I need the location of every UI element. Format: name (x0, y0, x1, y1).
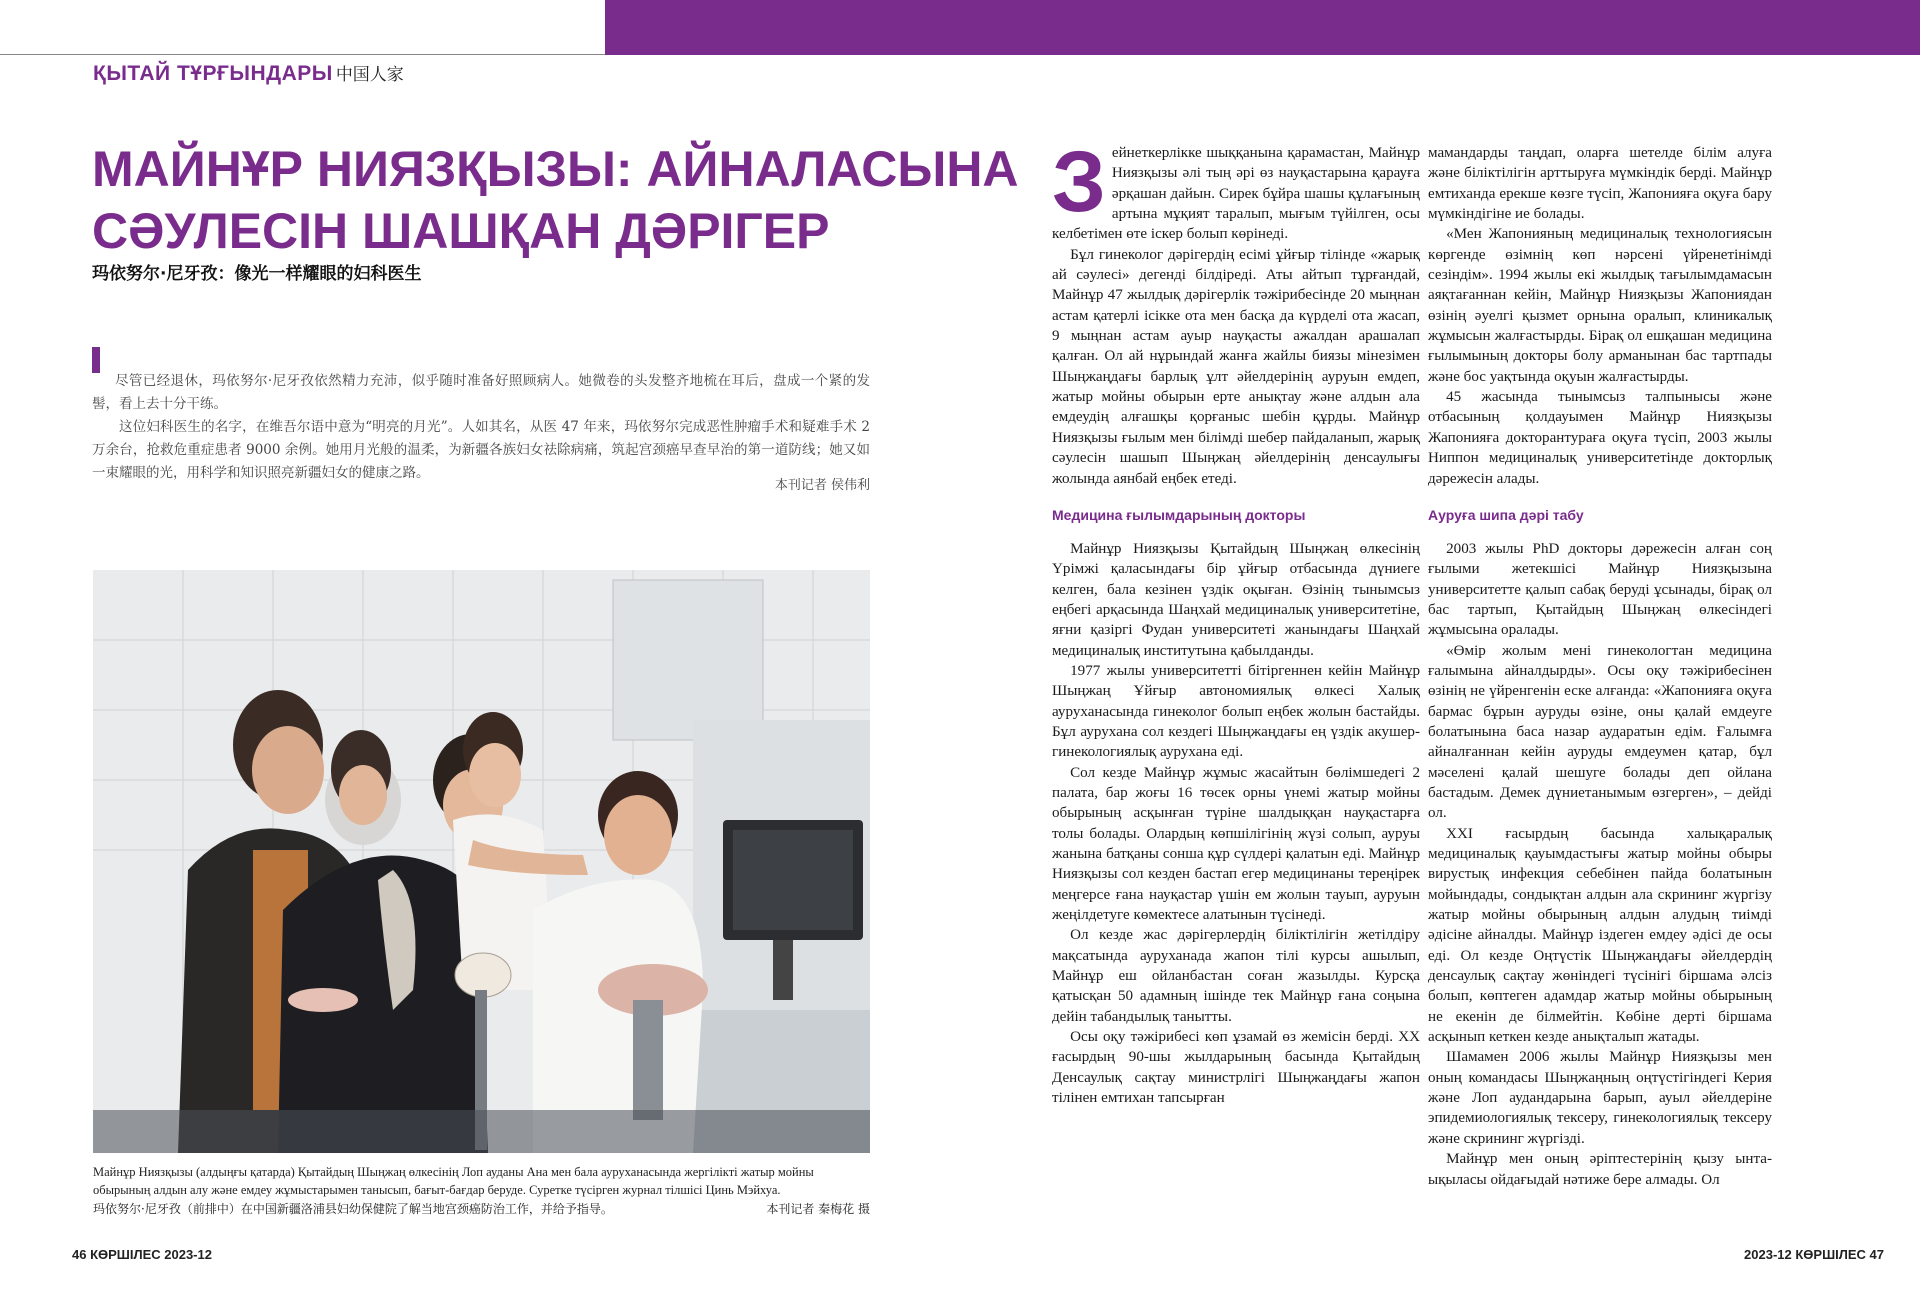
photo-caption-zh-text: 玛依努尔·尼牙孜（前排中）在中国新疆洛浦县妇幼保健院了解当地宫颈癌防治工作，并给予指导。 (93, 1202, 613, 1216)
intro-summary-zh (92, 370, 870, 485)
article-paragraph: «Мен Жапонияның медициналық технологиясын көргенде өзімнің көп нәрсені үйренетінімді сезіндім». 1994 жылы екі жылдық тағылымдамасын аяқтағаннан кейін, Майнұр Ниязқызы Жапониядан өзінің әуелгі қызмет орнына оралып, клиникалық жұмысын жалғастырды. Бірақ ол ешқашан медицина ғылымының докторы болу арманынан бас тартпады және бос уақтында оқуын жалғастырды. (1428, 226, 1772, 385)
article-paragraph: 45 жасында тынымсыз талпынысы және отбасының қолдауымен Майнұр Ниязқызы Жапонияға докторантураға оқуға түсіп, 2003 жылы Ниппон медициналық университетінде докторлық дәрежесін алады. (1428, 389, 1772, 487)
section-heading (93, 60, 404, 86)
article-paragraph: Майнұр мен оның әріптестерінің қызу ынта-ықыласы ойдағыдай нәтиже бере алмады. Ол (1428, 1151, 1772, 1188)
header-rule (0, 54, 605, 55)
article-column-2 (1428, 143, 1772, 1190)
article-headline (92, 138, 1019, 262)
section-title: ҚЫТАЙ ТҰРҒЫНДАРЫ (93, 62, 333, 85)
article-paragraph: Осы оқу тәжірибесі көп ұзамай өз жемісін берді. XX ғасырдың 90-шы жылдарының басында Қытайдың Денсаулық сақтау министрлігі Шыңжаңдағы жапон тілінен емтихан тапсырған (1052, 1029, 1420, 1107)
article-paragraph: Сол кезде Майнұр жұмыс жасайтын бөлімшедегі 2 палата, бар жоғы 16 төсек орны үнемі жатыр мойны обырының асқынған түріне шалдыққан науқастарға толы болады. Олардың көпшілігінің жүзі солып, ауруы жанына батқаны соншa құр сүлдері қалатын еді. Майнұр Ниязқызы сол кезден бастап егер медицинаны тереңірек меңгерсе ғана науқастар үшін ем жолын тауып, ауруын жеңілдетуге көмектесе алатынын түсінеді. (1052, 764, 1420, 924)
article-paragraph: Майнұр Ниязқызы Қытайдың Шыңжаң өлкесінің Үрімжі қаласындағы бір ұйғыр отбасында дүниеге келген, бала кезінен үздік оқыған. Өзінің тынымсыз еңбегі арқасында Шаңхай медициналық университетіне, яғни қазіргі Фудан университеті жанындағы Шаңхай медициналық институтына қабылданды. (1052, 540, 1420, 659)
header-color-bar (605, 0, 1920, 55)
footer-left-folio: 46 КӨРШІЛЕС 2023-12 (72, 1247, 212, 1262)
article-subheadline-zh: 玛依努尔·尼牙孜：像光一样耀眼的妇科医生 (92, 264, 422, 284)
article-subheading: Ауруға шипа дәрі табу (1428, 506, 1584, 523)
intro-paragraph: 尽管已经退休，玛依努尔·尼牙孜依然精力充沛，似乎随时准备好照顾病人。她微卷的头发整齐地梳在耳后，盘成一个紧的发髻，看上去十分干练。 (92, 373, 870, 412)
section-title-zh: 中国人家 (335, 65, 404, 85)
photo-caption-zh (93, 1200, 870, 1217)
drop-cap: З (1052, 134, 1106, 230)
intro-byline: 本刊记者 侯伟利 (774, 478, 870, 493)
article-photo (93, 570, 870, 1153)
article-column-1 (1052, 134, 1420, 1108)
article-paragraph: Ол кезде жас дәрігерлердің біліктілігін жетілдіру мақсатында ауруханада жапон тілі курсы ашылып, Майнұр еш ойланбастан соған жазылды. Курсқа қатысқан 50 адамның ішінде тек Майнұр ғана соңына дейін табандылық танытты. (1052, 927, 1420, 1025)
article-paragraph: 2003 жылы PhD докторы дәрежесін алған соң ғылыми жетекшісі Майнұр Ниязқызына университетте қалып сабақ беруді ұсынады, бірақ ол бас тартып, Қытайдың Шыңжаң өлкесіндегі жұмысына оралады. (1428, 540, 1772, 639)
article-paragraph: «Өмір жолым мені гинекологтан медицина ғалымына айналдырды». Осы оқу тәжірибесінен өзінің не үйренгенін еске алғанда: «Жапонияға оқуға бармас бұрын ауруды өзіне, оны қалай емдеуге болатынына баса назар аударатын едім. Ғалымға айналғаннан кейін ауруды емдеумен қатар, бұл мәселені қалай шешуге болады деп ойлана бастадым. Демек дүниетанымым өзгерген», – дейді ол. (1428, 642, 1772, 822)
article-subheading: Медицина ғылымдарының докторы (1052, 506, 1306, 523)
intro-paragraph: 这位妇科医生的名字，在维吾尔语中意为“明亮的月光”。人如其名，从医 47 年来，玛依努尔完成恶性肿瘤手术和疑难手术 2 万余台，抢救危重症患者 9000 余例。她用月光般的温柔，为新疆各族妇女祛除病痛，筑起宫颈癌早查早治的第一道防线；她又如一束耀眼的光，用科学和知识照亮新疆妇女的健康之路。 (92, 419, 870, 481)
article-paragraph-text: ейнеткерлікке шыққанына қарамастан, Майнұр Ниязқызы әлі тың әрі өз науқастарына қарауға әрқашан дайын. Сирек бұйра шашы құлағының артына мұқият таралып, мығым түйілген, осы келбетімен өте іскер болып көрінеді. (1052, 145, 1420, 243)
article-paragraph (1052, 134, 1420, 245)
photo-caption-kz: Майнұр Ниязқызы (алдыңғы қатарда) Қытайдың Шыңжаң өлкесінің Лоп ауданы Ана мен бала ауруханасында жергілікті жатыр мойны обырының алдын алу және емдеу жұмыстарымен танысып, бағыт-бағдар беруде. Суретке түсірген журнал тілшісі Цинь Мэйхуа. (93, 1165, 814, 1197)
article-paragraph: 1977 жылы университетті бітіргеннен кейін Майнұр Шыңжаң Ұйғыр автономиялық өлкесі Халық ауруханасында гинеколог болып еңбек жолын бастайды. Бұл аурухана сол кездегі Шыңжаңдағы ең үздік акушер-гинекологиялық аурухана еді. (1052, 662, 1420, 761)
article-paragraph: Бұл гинеколог дәрігердің есімі ұйғыр тілінде «жарық ай сәулесі» дегенді білдіреді. Аты айтып тұрғандай, Майнұр 47 жылдық дәрігерлік тәжірибесінде 20 мыңнан астам қатерлі ісікке ота мен басқа да күрделі ота жасап, 9 мыңнан астам ауыр науқасты ажалдан арашалап қалған. Ол ай нұрындай жанға жайлы биязы мінезімен Шыңжаңдағы барлық ұлт әйелдерінің ауруын емдеп, жатыр мойны обырын ерте анықтау және алдын ала емдеудің алғашқы қорғаныс шебін құрды. Майнұр Ниязқызы ғылым мен білімді шебер пайдаланып, жарық сәулесін шашып Шыңжаң әйелдерінің денсаулығы жолында аянбай еңбек етеді. (1052, 246, 1420, 487)
article-paragraph: Шамамен 2006 жылы Майнұр Ниязқызы мен оның командасы Шыңжаңның оңтүстігіндегі Керия және Лоп аудандарына барып, ауыл әйелдеріне эпидемиологиялық тексеру, гинекологиялық тексеру және скрининг жүргізді. (1428, 1049, 1772, 1147)
footer-right-folio: 2023-12 КӨРШІЛЕС 47 (1744, 1247, 1884, 1262)
article-paragraph: XXI ғасырдың басында халықаралық медициналық қауымдастығы жатыр мойны обыры вирустық инфекция себебінен пайда болатынын мойындады, сондықтан алдын ала скрининг жүргізу жатыр мойны обырының алдын алудың тиімді әдісіне айналды. Майнұр іздеген емдеу әдісі де осы еді. Ол кезде Оңтүстік Шыңжаңдағы әйелдердің денсаулық сақтау жөніндегі түсінігі біршама әлсіз болып, көптеген адамдар жатыр мойны обырының не екенін де білмейтін. Көбіне дерті біршама асқынып кеткен кезде анықталып жатады. (1428, 825, 1772, 1046)
article-paragraph: мамандарды таңдап, оларға шетелде білім алуға және біліктілігін арттыруға мүмкіндік берді. Майнұр емтиханда ерекше көзге түсіп, Жапонияға оқуға бару мүмкіндігіне ие болады. (1428, 145, 1772, 223)
headline-line-2: СӘУЛЕСІН ШАШҚАН ДӘРІГЕР (92, 203, 830, 259)
headline-line-1: МАЙНҰР НИЯЗҚЫЗЫ: АЙНАЛАСЫНА (92, 141, 1019, 197)
photo-credit: 本刊记者 秦梅花 摄 (766, 1202, 870, 1216)
